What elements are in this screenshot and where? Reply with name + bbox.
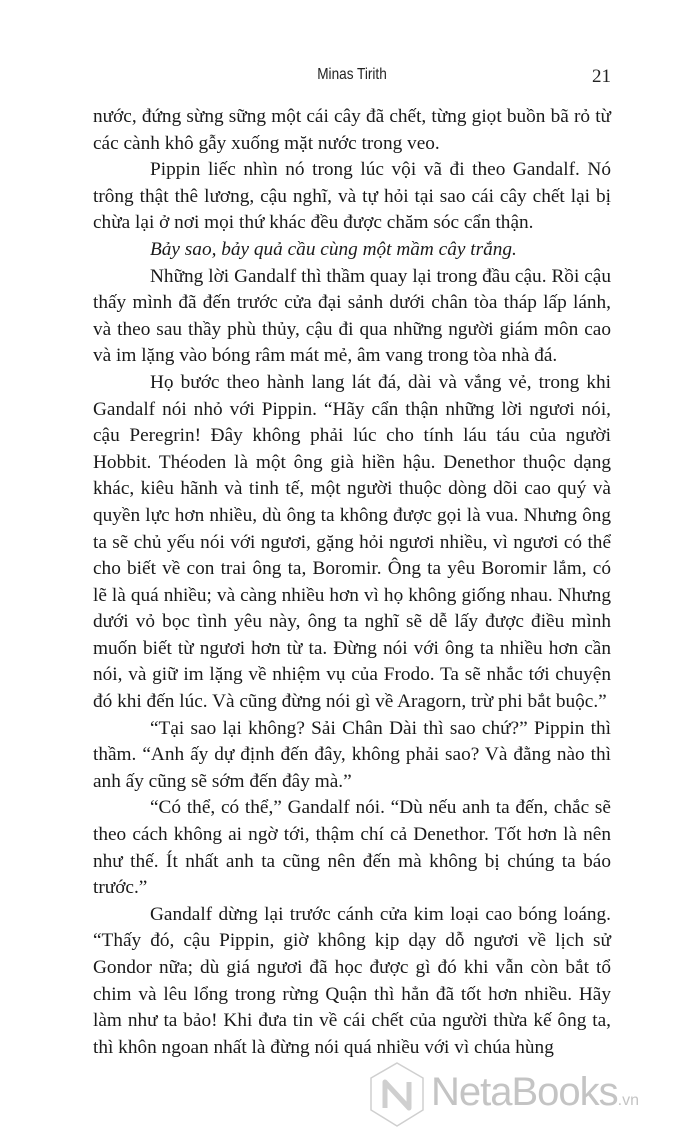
paragraph: “Tại sao lại không? Sải Chân Dài thì sao chứ?” Pippin thì thầm. “Anh ấy dự định đến đây, không phải sao? Và đằng nào thì anh ấy cũng sẽ sớm đến đây mà.”: [93, 717, 611, 792]
paragraph: nước, đứng sừng sững một cái cây đã chết, từng giọt buồn bã rỏ từ các cành khô gẫy xuống mặt nước trong veo.: [93, 106, 611, 154]
running-title: Minas Tirith: [317, 66, 387, 83]
watermark-brand-text: NetaBooks: [431, 1070, 618, 1114]
page-header: [93, 66, 611, 92]
watermark-brand: [431, 1070, 639, 1115]
paragraph: Pippin liếc nhìn nó trong lúc vội vã đi theo Gandalf. Nó trông thật thê lương, cậu nghĩ, và tự hỏi tại sao cái cây chết lại bị chừa lại ở nơi mọi thứ khác đều được chăm sóc cẩn thận.: [93, 159, 611, 234]
italic-verse: Bảy sao, bảy quả cầu cùng một mầm cây trắng.: [150, 238, 517, 260]
watermark: [367, 1058, 700, 1138]
page-number: 21: [592, 66, 611, 87]
watermark-suffix: .vn: [617, 1092, 640, 1109]
netabooks-logo-icon: [367, 1060, 427, 1130]
paragraph: “Có thể, có thể,” Gandalf nói. “Dù nếu anh ta đến, chắc sẽ theo cách không ai ngờ tới, thậm chí cả Denethor. Tốt hơn là nên như thế. Ít nhất anh ta cũng nên đến mà không bị chúng ta báo trước.”: [93, 797, 611, 899]
body-text: [93, 104, 611, 1061]
paragraph: Những lời Gandalf thì thầm quay lại trong đầu cậu. Rồi cậu thấy mình đã đến trước cửa đại sảnh dưới chân tòa tháp lấp lánh, và theo sau thầy phù thủy, cậu đi qua những người giám môn cao và im lặng vào bóng râm mát mẻ, âm vang trong tòa nhà đá.: [93, 265, 611, 367]
paragraph: Gandalf dừng lại trước cánh cửa kim loại cao bóng loáng. “Thấy đó, cậu Pippin, giờ không kịp dạy dỗ ngươi về lịch sử Gondor nữa; dù giá ngươi đã học được gì đó khi vẫn còn bắt tổ chim và lêu lổng trong rừng Quận thì hẳn đã tốt hơn nhiều. Hãy làm như ta bảo! Khi đưa tin về cái chết của người thừa kế ông ta, thì khôn ngoan nhất là đừng nói quá nhiều với vì chúa hùng: [93, 903, 611, 1058]
paragraph: Họ bước theo hành lang lát đá, dài và vắng vẻ, trong khi Gandalf nói nhỏ với Pippin. “Hãy cẩn thận những lời ngươi nói, cậu Peregrin! Đây không phải lúc cho tính láu táu của người Hobbit. Théoden là một ông già hiền hậu. Denethor thuộc dạng khác, kiêu hãnh và tinh tế, một người thuộc dòng dõi cao quý và quyền lực hơn nhiều, dù ông ta không được gọi là vua. Nhưng ông ta sẽ chủ yếu nói với ngươi, gặng hỏi ngươi nhiều, vì ngươi có thể cho biết về con trai ông ta, Boromir. Ông ta yêu Boromir lắm, có lẽ là quá nhiều; và càng nhiều hơn vì họ không giống nhau. Nhưng dưới vỏ bọc tình yêu này, ông ta nghĩ sẽ dễ lấy được điều mình muốn biết từ ngươi hơn từ ta. Đừng nói với ông ta nhiều hơn cần nói, và giữ im lặng về nhiệm vụ của Frodo. Ta sẽ nhắc tới chuyện đó khi đến lúc. Và cũng đừng nói gì về Aragorn, trừ phi bắt buộc.”: [93, 371, 611, 713]
